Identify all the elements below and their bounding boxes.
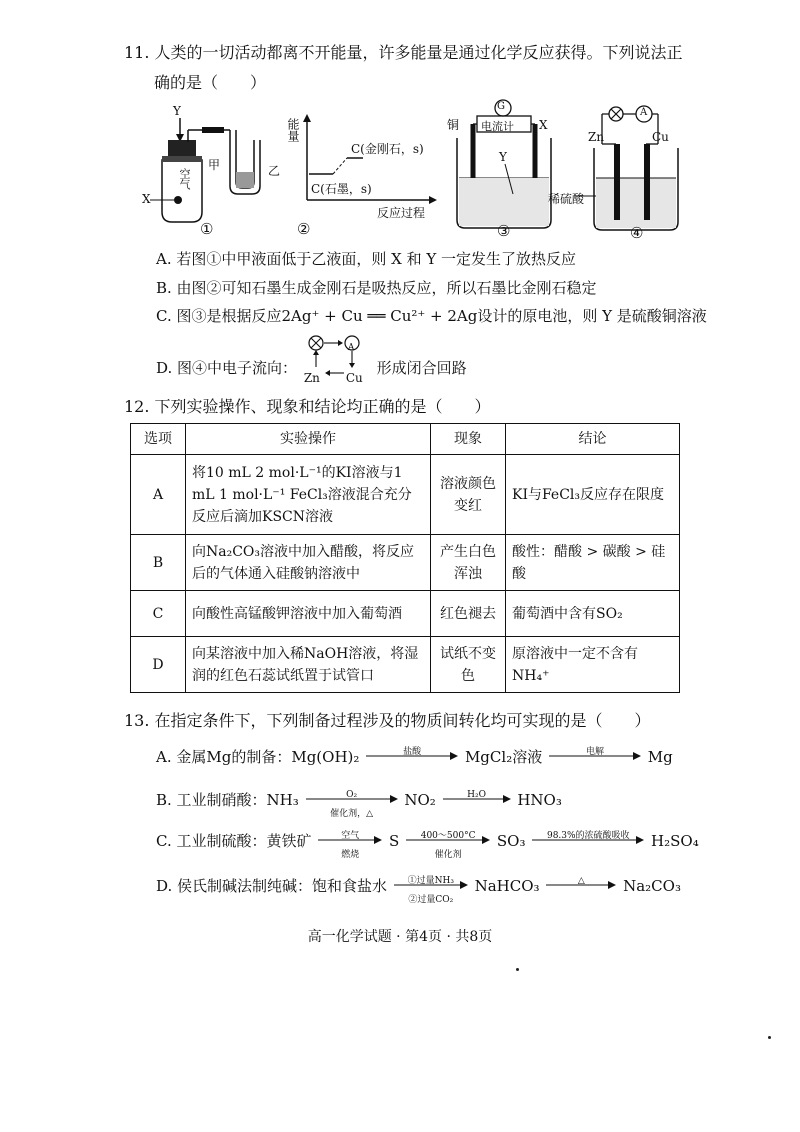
row-c-conclusion: 葡萄酒中含有SO₂ (506, 591, 680, 637)
q13-c-arrow1-bottom: 燃烧 (341, 850, 360, 860)
figure-3 (443, 98, 563, 243)
table-row (131, 535, 680, 591)
q13-b-arrow2-top: H₂O (467, 790, 486, 800)
header-phenomenon: 现象 (431, 424, 506, 455)
q13-option-d (156, 875, 681, 905)
q13-d-arrow1-bottom: ②过量CO₂ (408, 895, 454, 905)
q13-b-end: HNO₃ (517, 791, 562, 809)
fig3-number: ③ (497, 222, 511, 240)
page-footer: 高一化学试题 · 第4页 · 共8页 (307, 929, 493, 945)
q13-c-arrow1-top: 空气 (341, 831, 360, 841)
row-d-option: D (131, 637, 186, 693)
q11-option-a: A. 若图①中甲液面低于乙液面，则 X 和 Y 一定发生了放热反应 (156, 250, 577, 268)
q13-d-arrow1-top: ①过量NH₃ (407, 876, 454, 886)
q13-a-mid: MgCl₂溶液 (464, 748, 543, 766)
row-c-phenomenon: 红色褪去 (431, 591, 506, 637)
q11-option-d-suffix: 形成闭合回路 (376, 359, 467, 377)
fig2-number: ② (297, 220, 311, 238)
row-a-phenomenon: 溶液颜色变红 (431, 455, 506, 535)
fig4-a-label: A (640, 107, 648, 118)
q13-c-arrow2-bottom: 催化剂 (434, 850, 462, 860)
experiment-table (130, 423, 680, 693)
header-operation: 实验操作 (186, 424, 431, 455)
reaction-arrow (443, 790, 511, 812)
row-a-option: A (131, 455, 186, 535)
q13-a-arrow2-top: 电解 (585, 747, 604, 757)
reaction-arrow (318, 831, 382, 860)
q13-c-mid1: S (389, 832, 400, 850)
row-c-option: C (131, 591, 186, 637)
q13-option-a (156, 746, 673, 769)
fig2-graphite-label: C(石墨，s) (311, 182, 372, 196)
fig3-x-label: X (539, 118, 548, 132)
q13-d-arrow2-top: △ (577, 876, 585, 886)
figure-1 (140, 100, 290, 240)
fig4-zn-label: Zn (588, 130, 605, 144)
q13-c-mid2: SO₃ (496, 832, 526, 850)
table-header-row (131, 424, 680, 455)
fig1-x-label: X (142, 192, 151, 206)
row-c-operation: 向酸性高锰酸钾溶液中加入葡萄酒 (186, 591, 431, 637)
row-d-phenomenon: 试纸不变色 (431, 637, 506, 693)
fig2-diamond-label: C(金刚石，s) (351, 142, 424, 156)
fig1-jia-label: 甲 (208, 158, 221, 172)
reaction-arrow (406, 831, 490, 860)
row-b-phenomenon: 产生白色浑浊 (431, 535, 506, 591)
figure-2 (285, 112, 445, 242)
row-b-conclusion: 酸性：醋酸 > 碳酸 > 硅酸 (506, 535, 680, 591)
q13-d-mid: NaHCO₃ (474, 877, 540, 895)
q13-option-b (156, 789, 562, 819)
q13-b-arrow1-bottom: 催化剂，△ (330, 809, 374, 819)
fig4-cu-label: Cu (652, 130, 669, 144)
fig3-copper-label: 铜 (447, 118, 460, 132)
q13-c-end: H₂SO₄ (651, 832, 699, 850)
row-a-conclusion: KI与FeCl₃反应存在限度 (506, 455, 680, 535)
fig1-y-label: Y (173, 104, 181, 118)
reaction-arrow (546, 876, 616, 898)
fig3-y-label: Y (499, 150, 507, 164)
fig4-acid-label: 稀硫酸 (548, 192, 585, 206)
q13-option-c (156, 830, 699, 860)
fig1-number: ① (200, 220, 214, 238)
table-row (131, 455, 680, 535)
header-option: 选项 (131, 424, 186, 455)
reaction-arrow (394, 876, 468, 905)
q13-c-arrow3-top: 98.3%的浓硫酸吸收 (546, 831, 630, 841)
scan-speck (516, 968, 519, 971)
electron-flow-diagram (303, 343, 368, 389)
q11-title-line2: 确的是（ ） (154, 73, 267, 92)
q11-option-d-prefix: D. 图④中电子流向： (156, 359, 298, 377)
reaction-arrow (549, 747, 641, 769)
fig3-g-label: G (497, 101, 505, 112)
q13-a-end: Mg (647, 748, 673, 766)
row-b-operation: 向Na₂CO₃溶液中加入醋酸，将反应后的气体通入硅酸钠溶液中 (186, 535, 431, 591)
q13-b-lead: B. 工业制硝酸：NH₃ (156, 791, 299, 809)
q13-d-lead: D. 侯氏制碱法制纯碱：饱和食盐水 (156, 877, 388, 895)
fig4-number: ④ (630, 224, 644, 242)
q11-option-c: C. 图③是根据反应2Ag⁺ + Cu ══ Cu²⁺ + 2Ag设计的原电池，则 Y 是硫酸铜溶液 (156, 307, 707, 325)
row-b-option: B (131, 535, 186, 591)
q13-title: 13. 在指定条件下，下列制备过程涉及的物质间转化均可实现的是（ ） (124, 711, 651, 730)
scan-speck (768, 1036, 771, 1039)
fig2-ylabel: 能量 (286, 118, 300, 142)
reaction-arrow (306, 790, 398, 819)
row-d-operation: 向某溶液中加入稀NaOH溶液，将湿润的红色石蕊试纸置于试管口 (186, 637, 431, 693)
figure-4-galvanic-cell (546, 100, 696, 245)
electron-flow-cu-label: Cu (345, 371, 363, 385)
table-row (131, 591, 680, 637)
electron-flow-zn-label: Zn (303, 371, 320, 385)
q13-a-arrow1-top: 盐酸 (403, 747, 422, 757)
reaction-arrow (532, 831, 644, 853)
electron-flow-ammeter-label: A (347, 343, 355, 353)
row-a-operation: 将10 mL 2 mol·L⁻¹的KI溶液与1 mL 1 mol·L⁻¹ FeCl₃溶液混合充分反应后滴加KSCN溶液 (186, 455, 431, 535)
row-d-conclusion: 原溶液中一定不含有NH₄⁺ (506, 637, 680, 693)
table-row (131, 637, 680, 693)
fig1-air-label: 空气 (178, 168, 191, 190)
q13-c-arrow2-top: 400～500°C (420, 831, 476, 841)
q13-a-lead: A. 金属Mg的制备：Mg(OH)₂ (156, 748, 360, 766)
q11-option-b: B. 由图②可知石墨生成金刚石是吸热反应，所以石墨比金刚石稳定 (156, 279, 597, 297)
q13-c-lead: C. 工业制硫酸：黄铁矿 (156, 832, 312, 850)
fig1-yi-label: 乙 (268, 164, 281, 178)
header-conclusion: 结论 (506, 424, 680, 455)
q13-b-arrow1-top: O₂ (346, 790, 358, 800)
q12-title: 12. 下列实验操作、现象和结论均正确的是（ ） (124, 397, 491, 416)
fig2-xlabel: 反应过程 (377, 206, 426, 220)
reaction-arrow (366, 747, 458, 769)
figure-4 (546, 100, 696, 245)
q11-title-line1: 11. 人类的一切活动都离不开能量，许多能量是通过化学反应获得。下列说法正 (124, 43, 683, 62)
fig3-meter-label: 电流计 (481, 120, 514, 133)
q11-option-d (156, 343, 467, 391)
q13-d-end: Na₂CO₃ (623, 877, 681, 895)
q13-b-mid: NO₂ (404, 791, 436, 809)
